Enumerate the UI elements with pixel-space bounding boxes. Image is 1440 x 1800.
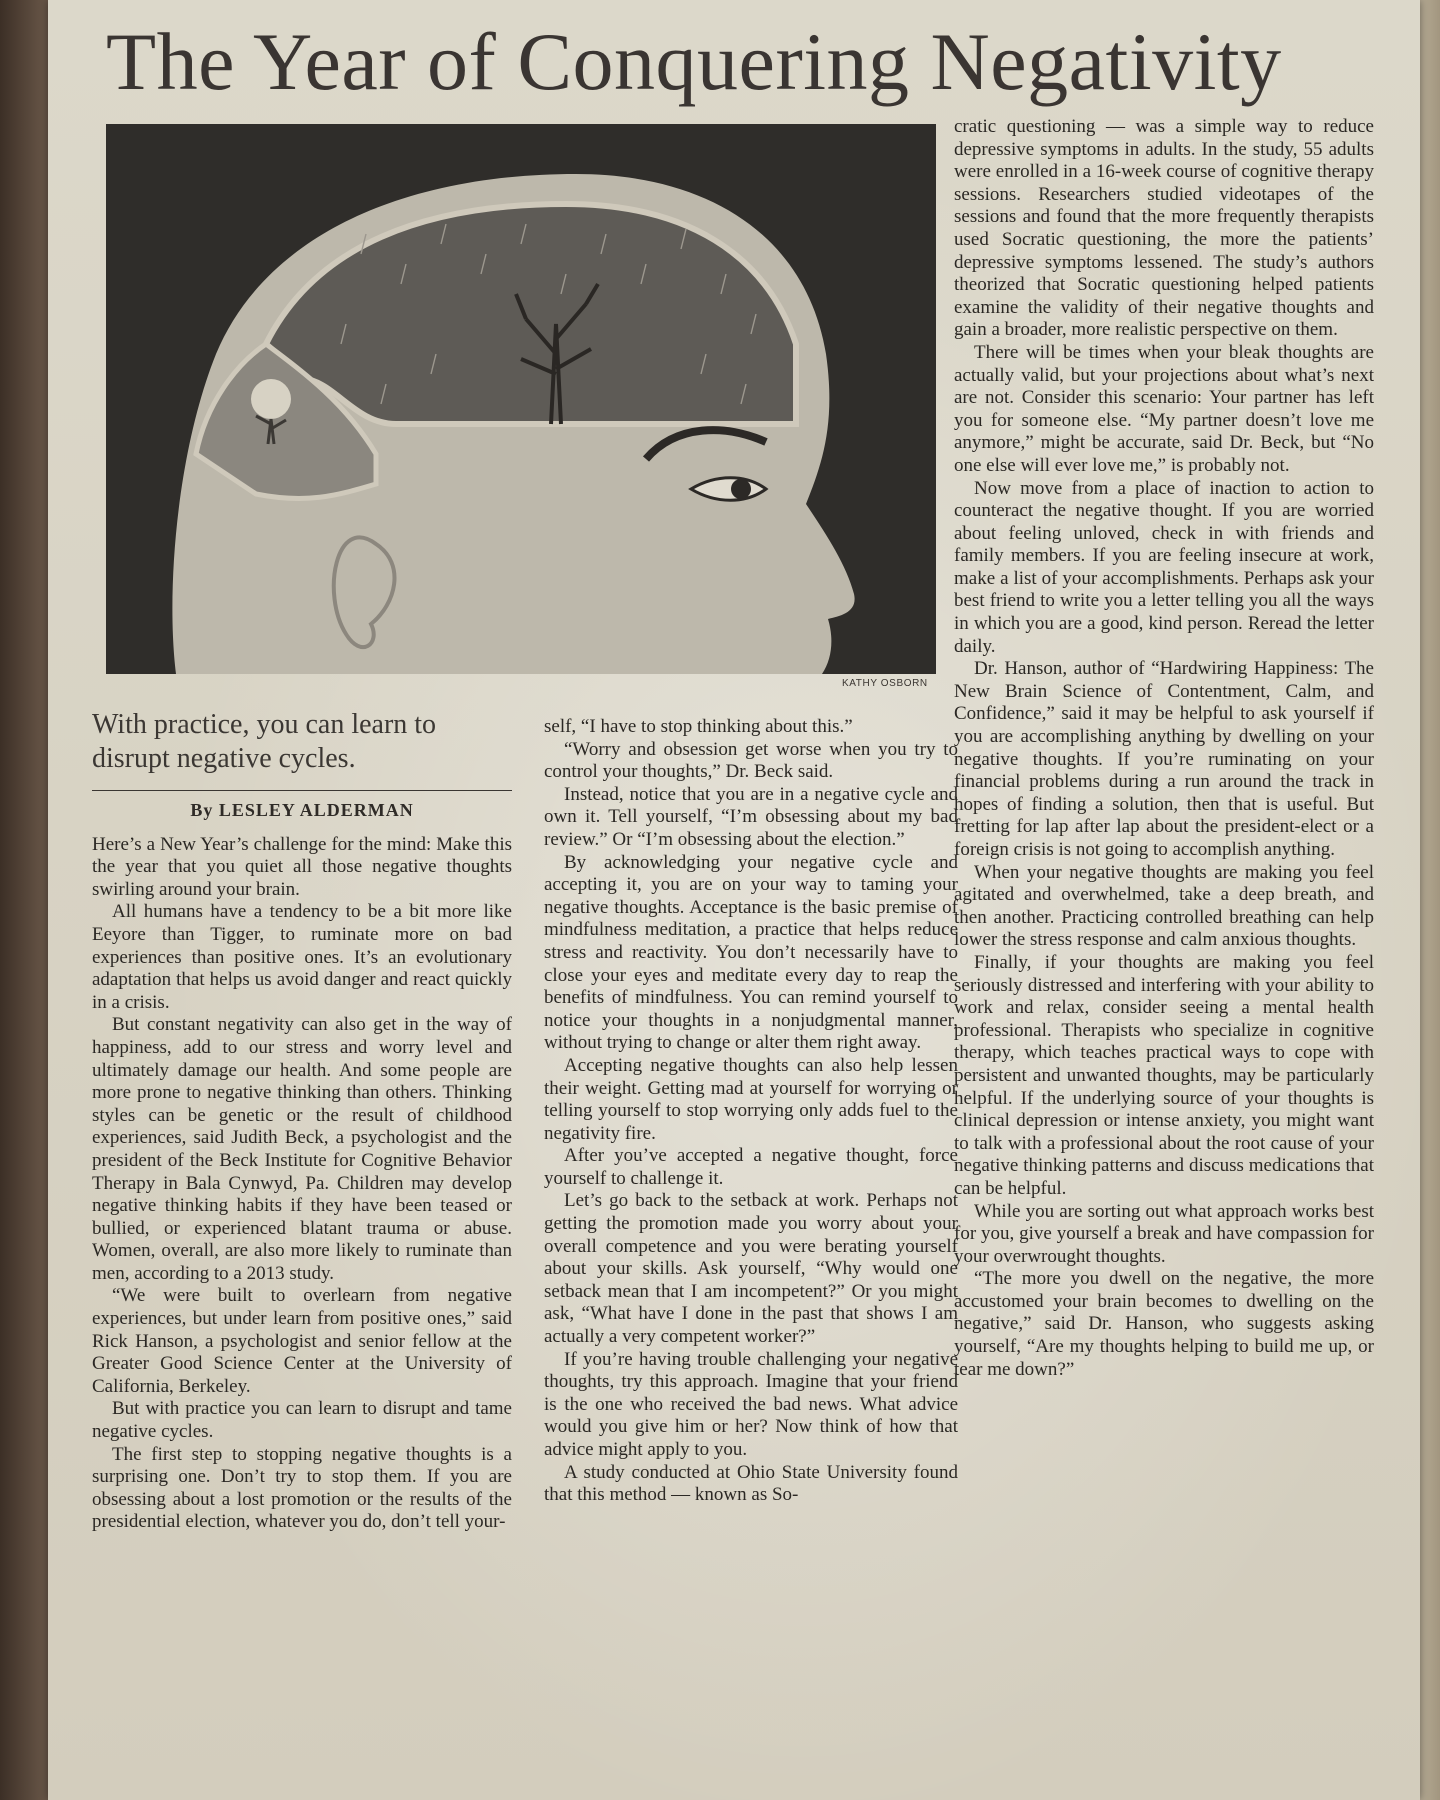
article-column-1 [92,708,512,1534]
paragraph: The first step to stopping negative thoughts is a surprising one. Don’t try to stop them. If you are obsessing about a lost promotion or the results of the presidential election, whatever you do, don’t tell your- [92,1443,512,1533]
paragraph: “The more you dwell on the negative, the more accustomed your brain becomes to dwelling on the negative,” said Dr. Hanson, who suggests asking yourself, “Are my thoughts helping to build me up, or tear me down?” [954,1268,1374,1380]
paragraph: There will be times when your bleak thoughts are actually valid, but your projections about what’s next are not. Consider this scenario: Your partner has left you for someone else. “My partner doesn’t love me anymore,” might be accurate, said Dr. Beck, but “No one else will ever love me,” is probably not. [954,341,1374,476]
headline: The Year of Conquering Negativity [106,16,1282,107]
pupil-icon [731,479,751,499]
paragraph: A study conducted at Ohio State University found that this method — known as So- [544,1461,958,1506]
paragraph: After you’ve accepted a negative thought, force yourself to challenge it. [544,1145,958,1189]
article-column-2 [544,716,958,1507]
head-profile-rain-tree-illustration [106,124,936,674]
paragraph: All humans have a tendency to be a bit more like Eeyore than Tigger, to ruminate more on bad experiences than positive ones. It’s an evolutionary adaptation that helps us avoid danger and react quickly in a crisis. [92,901,512,1013]
paragraph: But constant negativity can also get in the way of happiness, add to our stress and worry level and ultimately damage our health. And some people are more prone to negative thinking than others. Thinking styles can be genetic or the result of childhood experiences, said Judith Beck, a psychologist and the president of the Beck Institute for Cognitive Behavior Therapy in Bala Cynwyd, Pa. Children may develop negative thinking habits if they have been teased or bullied, or experienced blatant trauma or abuse. Women, overall, are also more likely to ruminate than men, according to a 2013 study. [92,1014,512,1284]
deck-rule [92,790,512,791]
paragraph: If you’re having trouble challenging your negative thoughts, try this approach. Imagine that your friend is the one who received the bad news. What advice would you give him or her? Now think of how that advice might apply to you. [544,1348,958,1460]
sun-icon [251,379,291,419]
illustration-svg [106,124,936,674]
paragraph: By acknowledging your negative cycle and accepting it, you are on your way to taming your negative thoughts. Acceptance is the basic premise of mindfulness meditation, a practice that helps reduce stress and reactivity. You don’t necessarily have to close your eyes and meditate every day to reap the benefits of mindfulness. You can remind yourself to notice your thoughts in a nonjudgmental manner, without trying to change or alter them right away. [544,851,958,1054]
paragraph: Dr. Hanson, author of “Hardwiring Happiness: The New Brain Science of Contentment, Calm, and Confidence,” said it may be helpful to ask yourself if you are accomplishing anything by dwelling on your negative thoughts. If you’re ruminating on your financial problems during a run around the track in hopes of finding a solution, then that is useful. But fretting for lap after lap about the president-elect or a foreign crisis is not going to accomplish anything. [954,658,1374,860]
byline: By LESLEY ALDERMAN [190,800,414,820]
newspaper-page [48,0,1420,1800]
paragraph: “We were built to overlearn from negative experiences, but under learn from positive ones,” said Rick Hanson, a psychologist and senior fellow at the Greater Good Science Center at the University of California, Berkeley. [92,1285,512,1397]
paragraph: cratic questioning — was a simple way to reduce depressive symptoms in adults. In the study, 55 adults were enrolled in a 16-week course of cognitive therapy sessions. Researchers studied videotapes of the sessions and found that the more frequently therapists used Socratic questioning, the more the patients’ depressive symptoms lessened. The study’s authors theorized that Socratic questioning helped patients examine the validity of their negative thoughts and gain a broader, more realistic perspective on them. [954,116,1374,341]
paragraph: Instead, notice that you are in a negative cycle and own it. Tell yourself, “I’m obsessing about my bad review.” Or “I’m obsessing about the election.” [544,783,958,850]
paragraph: Finally, if your thoughts are making you feel seriously distressed and interfering with your ability to work and relax, consider seeing a mental health professional. Therapists who specialize in cognitive therapy, which teaches practical ways to cope with persistent and unwanted thoughts, may be particularly helpful. If the underlying source of your thoughts is clinical depression or intense anxiety, you might want to talk with a professional about the root cause of your negative thinking patterns and discuss medications that can be helpful. [954,951,1374,1199]
paragraph: Now move from a place of inaction to action to counteract the negative thought. If you are worried about feeling unloved, check in with friends and family members. If you are feeling insecure at work, make a list of your accomplishments. Perhaps ask your best friend to write you a letter telling you all the ways in which you are a good, kind person. Reread the letter daily. [954,477,1374,657]
paragraph: “Worry and obsession get worse when you try to control your thoughts,” Dr. Beck said. [544,738,958,783]
paragraph: While you are sorting out what approach works best for you, give yourself a break and have compassion for your overwrought thoughts. [954,1200,1374,1267]
article-column-3 [954,116,1374,1381]
paragraph: When your negative thoughts are making you feel agitated and overwhelmed, take a deep breath, and then another. Practicing controlled breathing can help lower the stress response and calm anxious thoughts. [954,861,1374,951]
paragraph: Here’s a New Year’s challenge for the mind: Make this the year that you quiet all those negative thoughts swirling around your brain. [92,833,512,900]
paragraph: self, “I have to stop thinking about this.” [544,716,853,737]
paragraph: But with practice you can learn to disrupt and tame negative cycles. [92,1398,512,1443]
paragraph: Let’s go back to the setback at work. Perhaps not getting the promotion made you worry about your overall competence and you were berating yourself about your skills. Ask yourself, “Why would one setback mean that I am incompetent?” Or you might ask, “What have I done in the past that shows I am actually a very competent worker?” [544,1190,958,1348]
deck-subheadline: With practice, you can learn to disrupt negative cycles. [92,709,437,774]
paragraph: Accepting negative thoughts can also help lessen their weight. Getting mad at yourself for worrying or telling yourself to stop worrying only adds fuel to the negativity fire. [544,1054,958,1144]
illustration-credit: KATHY OSBORN [842,678,928,689]
